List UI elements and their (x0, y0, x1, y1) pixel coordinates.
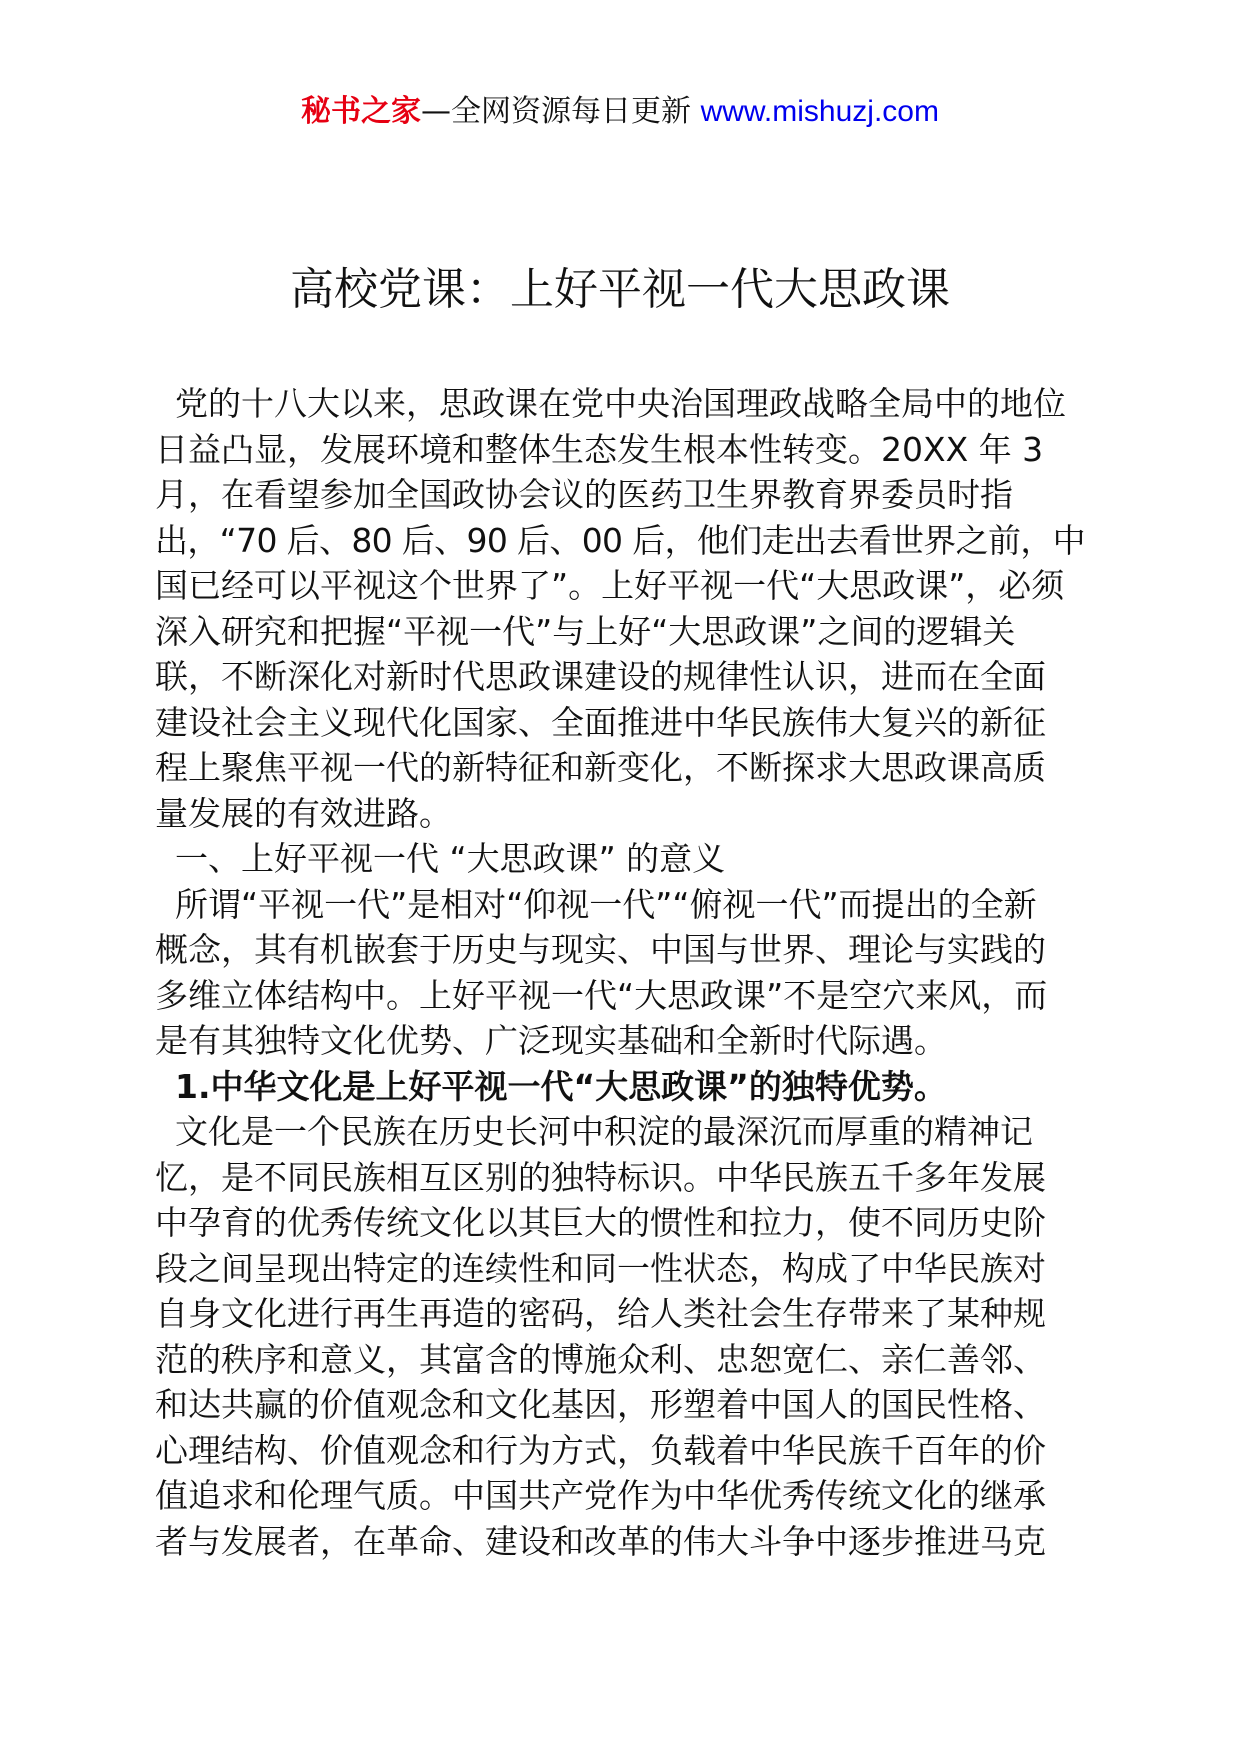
body-line: 联，不断深化对新时代思政课建设的规律性认识，进而在全面 (155, 657, 1046, 696)
body-line: 是有其独特文化优势、广泛现实基础和全新时代际遇。 (155, 1021, 947, 1060)
body-line: 值追求和伦理气质。中国共产党作为中华优秀传统文化的继承 (155, 1476, 1046, 1515)
body-line: 段之间呈现出特定的连续性和同一性状态，构成了中华民族对 (155, 1248, 1046, 1288)
body-line: 范的秩序和意义，其富含的博施众利、忠恕宽仁、亲仁善邻、 (155, 1339, 1046, 1379)
body-line: 量发展的有效进路。 (155, 793, 452, 833)
section-heading: 一、上好平视一代 “大思政课” 的意义 (175, 839, 726, 878)
document-title: 高校党课：上好平视一代大思政课 (290, 264, 950, 315)
body-line: 出，“70 后、80 后、90 后、00 后，他们走出去看世界之前，中 (155, 520, 1086, 560)
site-header (0, 92, 1240, 132)
body-line: 国已经可以平视这个世界了”。上好平视一代“大思政课”，必须 (155, 566, 1065, 605)
body-line: 心理结构、价值观念和行为方式，负载着中华民族千百年的价 (155, 1430, 1046, 1470)
body-line: 忆，是不同民族相互区别的独特标识。中华民族五千多年发展 (155, 1157, 1046, 1197)
body-line: 中孕育的优秀传统文化以其巨大的惯性和拉力，使不同历史阶 (155, 1203, 1046, 1242)
body-line: 党的十八大以来，思政课在党中央治国理政战略全局中的地位 (175, 384, 1066, 423)
site-brand: 秘书之家 (301, 94, 422, 129)
body-line: 文化是一个民族在历史长河中积淀的最深沉而厚重的精神记 (175, 1112, 1033, 1151)
subsection-heading: 1.中华文化是上好平视一代“大思政课”的独特优势。 (175, 1066, 947, 1106)
site-url-link[interactable]: www.mishuzj.com (700, 95, 939, 128)
body-line: 日益凸显，发展环境和整体生态发生根本性转变。20XX 年 3 (155, 429, 1044, 469)
body-line: 深入研究和把握“平视一代”与上好“大思政课”之间的逻辑关 (155, 611, 1016, 651)
body-line: 建设社会主义现代化国家、全面推进中华民族伟大复兴的新征 (155, 702, 1046, 742)
body-line: 自身文化进行再生再造的密码，给人类社会生存带来了某种规 (155, 1294, 1046, 1333)
body-line: 者与发展者，在革命、建设和改革的伟大斗争中逐步推进马克 (155, 1521, 1046, 1561)
document-body (155, 381, 1085, 1564)
site-slogan: —全网资源每日更新 (421, 94, 692, 129)
body-line: 所谓“平视一代”是相对“仰视一代”“俯视一代”而提出的全新 (175, 884, 1037, 924)
body-line: 月，在看望参加全国政协会议的医药卫生界教育界委员时指 (155, 475, 1013, 514)
body-line: 和达共赢的价值观念和文化基因，形塑着中国人的国民性格、 (155, 1385, 1046, 1424)
body-line: 概念，其有机嵌套于历史与现实、中国与世界、理论与实践的 (155, 930, 1046, 969)
body-line: 多维立体结构中。上好平视一代“大思政课”不是空穴来风，而 (155, 975, 1048, 1015)
body-line: 程上聚焦平视一代的新特征和新变化，不断探求大思政课高质 (155, 748, 1046, 787)
